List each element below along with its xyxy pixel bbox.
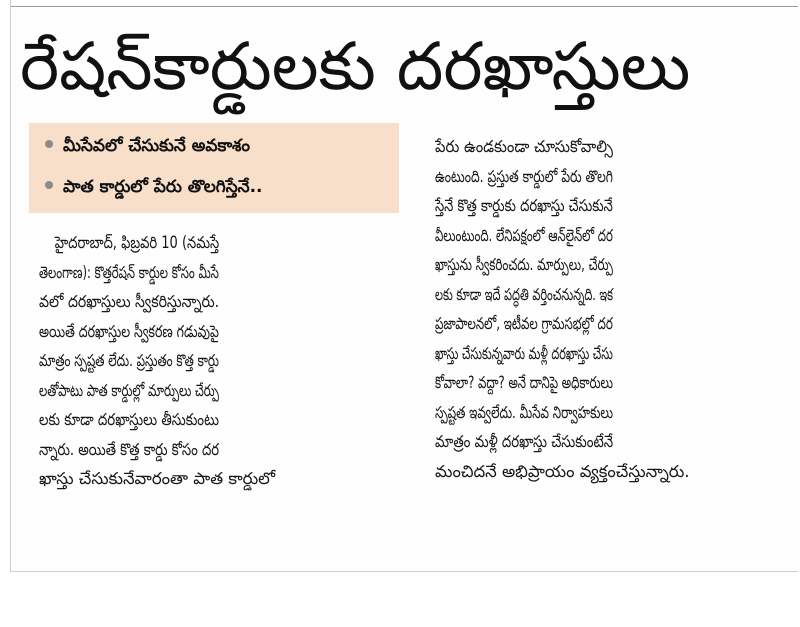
body-line: తెలంగాణ): కొత్తరేషన్‌ కార్డుల కోసం మీసే xyxy=(39,262,219,282)
body-line: వలో దరఖాస్తులు స్వీకరిస్తున్నారు. xyxy=(39,292,220,311)
left-column xyxy=(39,228,399,494)
body-line: ప్రజాపాలనలో, ఇటీవల గ్రామసభల్లో దర xyxy=(435,314,613,333)
body-line: కోవాలా? వద్దా? అనే దానిపై అధికారులు xyxy=(435,373,613,392)
body-line: పేరు ఉండకుండా చూసుకోవాల్సి xyxy=(435,137,613,156)
body-line: వీలుంటుంది. లేనిపక్షంలో ఆన్‌లైన్‌లో దర xyxy=(435,225,613,245)
body-line: మంచిదనే అభిప్రాయం వ్యక్తంచేస్తున్నారు. xyxy=(435,461,690,481)
page-bottom-margin xyxy=(0,572,800,627)
highlight-item xyxy=(45,177,263,201)
body-line: ఉంటుంది. ప్రస్తుత కార్డులో పేరు తొలగి xyxy=(435,166,613,186)
body-line: లతోపాటు పాత కార్డుల్లో మార్పులు చేర్పు xyxy=(39,380,219,400)
body-line: స్పష్టత ఇవ్వలేదు. మీసేవ నిర్వాహకులు xyxy=(435,402,613,422)
highlight-box xyxy=(29,123,399,213)
body-line: మాత్రం స్పష్టత లేదు. ప్రస్తుతం కొత్త కార్డు xyxy=(39,351,219,370)
body-line: లకు కూడా దరఖాస్తులు తీసుకుంటు xyxy=(39,410,219,429)
body-line: న్నారు. అయితే కొత్త కార్డు కోసం దర xyxy=(39,439,220,459)
body-line: స్తేనే కొత్త కార్డుకు దరఖాస్తు చేసుకునే xyxy=(435,196,613,215)
body-line: ఖాస్తును స్వీకరించదు. మార్పులు, చేర్పు xyxy=(435,255,613,274)
bullet-icon xyxy=(45,140,53,148)
body-line: లకు కూడా ఇదే పద్ధతి వర్తించనున్నది. ఇక xyxy=(435,284,614,304)
highlight-text: మీసేవలో చేసుకునే అవకాశం xyxy=(63,136,250,156)
bullet-icon xyxy=(45,181,53,189)
top-divider xyxy=(11,6,798,7)
body-line: ఖాస్తు చేసుకునేవారంతా పాత కార్డులో xyxy=(39,469,276,488)
highlight-item xyxy=(45,136,250,160)
right-column xyxy=(435,132,791,486)
body-line: ఖాస్తు చేసుకున్నవారు మళ్లీ దరఖాస్తు చేసు xyxy=(435,343,613,363)
body-line: అయితే దరఖాస్తుల స్వీకరణ గడువుపై xyxy=(39,321,219,341)
body-line: మాత్రం మళ్లీ దరఖాస్తు చేసుకుంటేనే xyxy=(435,432,614,451)
body-line: హైదరాబాద్‌, ఫిబ్రవరి 10 (నమస్తే xyxy=(54,233,220,252)
headline: రేషన్‌కార్డులకు దరఖాస్తులు xyxy=(20,28,691,105)
highlight-text: పాత కార్డులో పేరు తొలగిస్తేనే.. xyxy=(63,177,263,197)
